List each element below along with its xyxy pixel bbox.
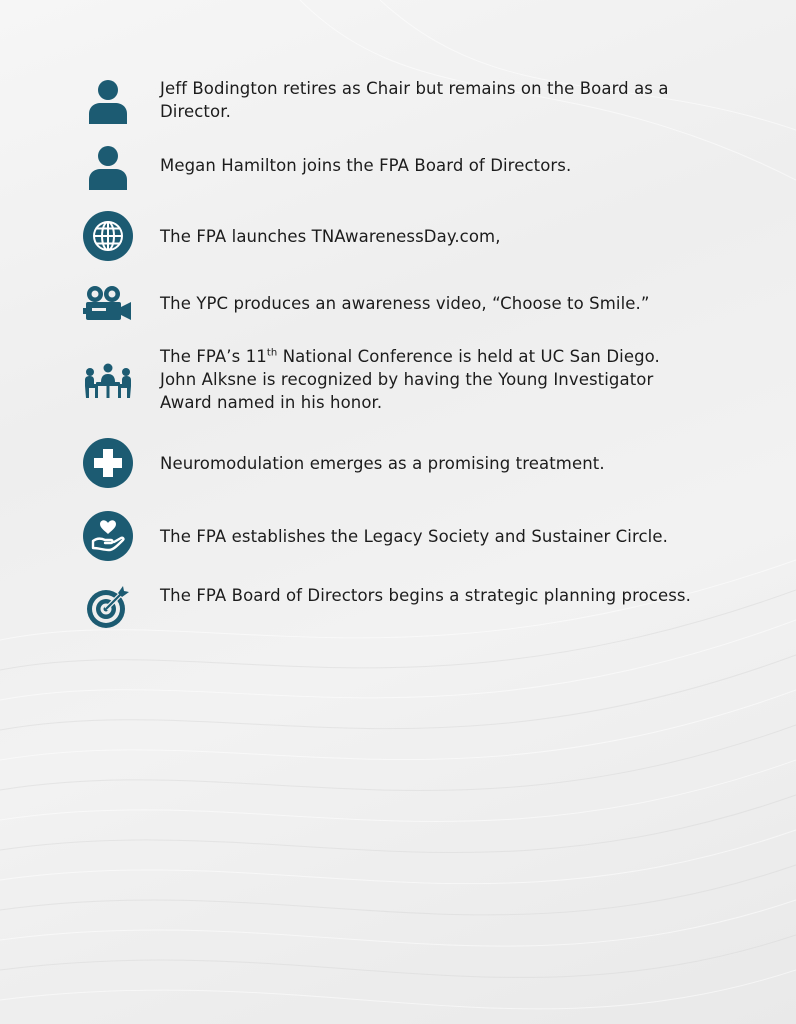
- item-text: The YPC produces an awareness video, “Choose to Smile.”: [160, 294, 650, 313]
- globe-icon: [83, 211, 133, 261]
- target-arrow-icon: [83, 582, 133, 632]
- item-text-after: National Conference is held at UC San Diego. John Alksne is recognized by having the Young Investigator Award named in his honor.: [160, 347, 660, 412]
- item-text-container: [160, 345, 700, 414]
- hand-heart-icon: [83, 511, 133, 561]
- person-icon: [83, 76, 133, 126]
- medical-cross-icon: [83, 438, 133, 488]
- item-text: Megan Hamilton joins the FPA Board of Directors.: [160, 156, 572, 175]
- item-text: Jeff Bodington retires as Chair but remains on the Board as a Director.: [160, 79, 669, 121]
- video-camera-icon: [83, 279, 133, 329]
- ordinal-suffix: th: [266, 347, 278, 359]
- item-text: The FPA Board of Directors begins a strategic planning process.: [160, 586, 691, 605]
- person-icon: [83, 142, 133, 192]
- item-text: The FPA establishes the Legacy Society and Sustainer Circle.: [160, 527, 668, 546]
- conference-meeting-icon: [83, 356, 133, 406]
- item-text-before: The FPA’s 11: [160, 347, 267, 366]
- item-text: Neuromodulation emerges as a promising treatment.: [160, 454, 605, 473]
- item-text: The FPA launches TNAwarenessDay.com,: [160, 227, 501, 246]
